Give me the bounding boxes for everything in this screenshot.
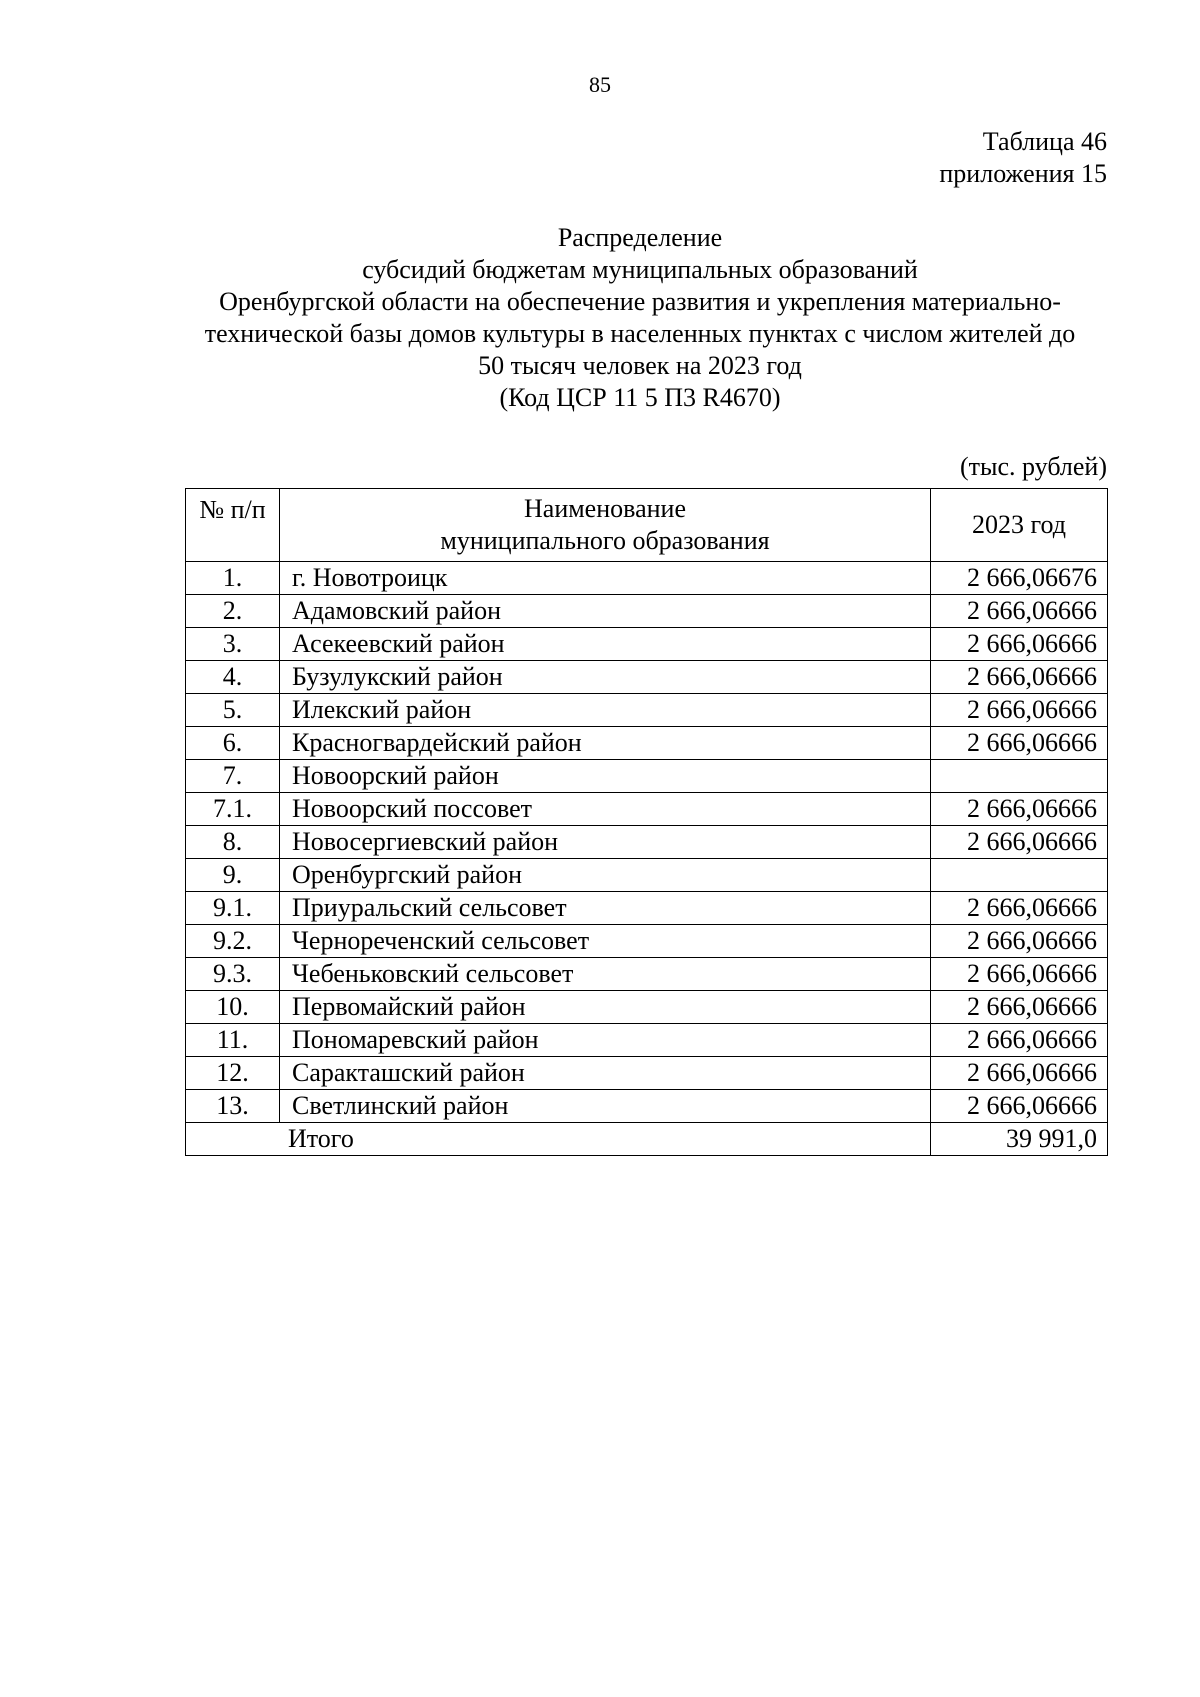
row-value: 2 666,06666 [931, 661, 1108, 694]
row-value: 2 666,06666 [931, 826, 1108, 859]
row-name: Пономаревский район [280, 1024, 931, 1057]
table-row [186, 826, 1108, 859]
row-number: 7. [186, 760, 280, 793]
table-reference: Таблица 46 [982, 127, 1107, 156]
title-line: технической базы домов культуры в населенных пунктах с числом жителей до [204, 319, 1076, 348]
row-number: 6. [186, 727, 280, 760]
row-value: 2 666,06666 [931, 1090, 1108, 1123]
subsidy-table [185, 488, 1108, 1156]
table-row [186, 991, 1108, 1024]
table-row [186, 661, 1108, 694]
row-name: Новоорский поссовет [280, 793, 931, 826]
title-line: Оренбургской области на обеспечение развития и укрепления материально- [219, 287, 1061, 316]
row-number: 3. [186, 628, 280, 661]
title-line: Распределение [557, 223, 723, 252]
table-body [186, 562, 1108, 1123]
total-label: Итого [186, 1123, 931, 1156]
row-name: Светлинский район [280, 1090, 931, 1123]
row-number: 5. [186, 694, 280, 727]
header-name-line: муниципального образования [440, 526, 770, 555]
row-number: 9.2. [186, 925, 280, 958]
row-name: Красногвардейский район [280, 727, 931, 760]
header-name [280, 489, 931, 562]
table-row [186, 760, 1108, 793]
table-row [186, 727, 1108, 760]
row-name: Адамовский район [280, 595, 931, 628]
table-row [186, 694, 1108, 727]
row-value: 2 666,06666 [931, 793, 1108, 826]
row-number: 11. [186, 1024, 280, 1057]
row-number: 2. [186, 595, 280, 628]
row-name: Приуральский сельсовет [280, 892, 931, 925]
row-name: Асекеевский район [280, 628, 931, 661]
table-row [186, 1057, 1108, 1090]
row-value: 2 666,06666 [931, 991, 1108, 1024]
row-name: Чернореченский сельсовет [280, 925, 931, 958]
table-row [186, 1090, 1108, 1123]
row-name: Оренбургский район [280, 859, 931, 892]
table-row [186, 595, 1108, 628]
row-value: 2 666,06666 [931, 1024, 1108, 1057]
row-number: 13. [186, 1090, 280, 1123]
title-line: 50 тысяч человек на 2023 год [478, 351, 802, 380]
table-row [186, 628, 1108, 661]
row-value: 2 666,06666 [931, 628, 1108, 661]
appendix-number: приложения 15 [939, 159, 1107, 188]
row-number: 9. [186, 859, 280, 892]
row-name: Бузулукский район [280, 661, 931, 694]
row-value: 2 666,06666 [931, 1057, 1108, 1090]
row-name: Новосергиевский район [280, 826, 931, 859]
row-number: 4. [186, 661, 280, 694]
row-name: Саракташский район [280, 1057, 931, 1090]
row-value: 2 666,06666 [931, 958, 1108, 991]
row-value: 2 666,06666 [931, 727, 1108, 760]
table-row [186, 925, 1108, 958]
row-number: 1. [186, 562, 280, 595]
total-value: 39 991,0 [931, 1123, 1108, 1156]
row-name: Чебеньковский сельсовет [280, 958, 931, 991]
budget-code: (Код ЦСР 11 5 П3 R4670) [499, 383, 781, 412]
row-number: 9.3. [186, 958, 280, 991]
table-row [186, 562, 1108, 595]
row-name: Илекский район [280, 694, 931, 727]
table-row [186, 793, 1108, 826]
header-year: 2023 год [931, 489, 1108, 562]
header-number: № п/п [186, 489, 280, 562]
units-label: (тыс. рублей) [959, 452, 1107, 481]
table-row [186, 958, 1108, 991]
appendix-reference [939, 126, 1107, 190]
row-value: 2 666,06666 [931, 595, 1108, 628]
page-number: 85 [589, 72, 611, 97]
row-value [931, 859, 1108, 892]
header-name-line: Наименование [524, 494, 686, 523]
title-line: субсидий бюджетам муниципальных образований [362, 255, 918, 284]
table-row [186, 1024, 1108, 1057]
table-header-row [186, 489, 1108, 562]
row-name: г. Новотроицк [280, 562, 931, 595]
total-row [186, 1123, 1108, 1156]
row-value: 2 666,06666 [931, 694, 1108, 727]
row-number: 7.1. [186, 793, 280, 826]
row-number: 12. [186, 1057, 280, 1090]
document-title [160, 222, 1120, 414]
row-number: 8. [186, 826, 280, 859]
row-name: Первомайский район [280, 991, 931, 1024]
row-value: 2 666,06666 [931, 925, 1108, 958]
table-row [186, 859, 1108, 892]
row-value: 2 666,06676 [931, 562, 1108, 595]
table-row [186, 892, 1108, 925]
row-value: 2 666,06666 [931, 892, 1108, 925]
row-value [931, 760, 1108, 793]
row-number: 9.1. [186, 892, 280, 925]
row-number: 10. [186, 991, 280, 1024]
row-name: Новоорский район [280, 760, 931, 793]
